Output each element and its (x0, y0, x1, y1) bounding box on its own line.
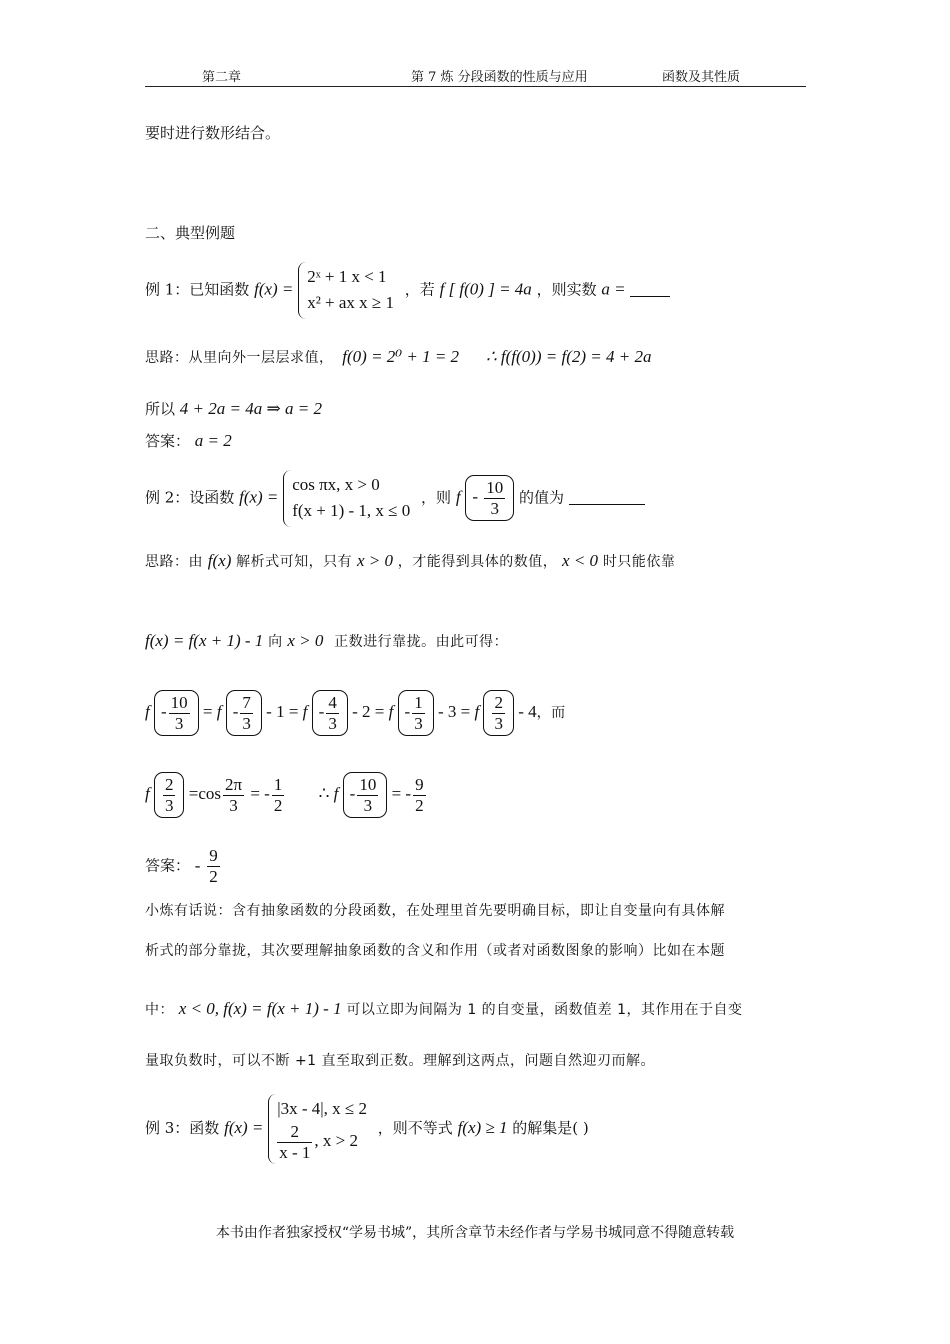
chain-num: 2 (494, 693, 503, 712)
idea-2-line-1 (145, 550, 675, 572)
example-1-var: a = (601, 279, 626, 299)
final-frac (163, 775, 176, 815)
answer-1-value: a = 2 (194, 431, 232, 450)
answer-2-label: 答案： (145, 856, 191, 875)
idea-2-t4: 向 (268, 634, 283, 650)
example-3-case-1: |3x - 4|, x ≤ 2 (277, 1099, 367, 1118)
final-num: 2 (164, 775, 174, 794)
remark-line-1: 小炼有话说：含有抽象函数的分段函数，在处理里首先要明确目标，即让自变量向有具体解 (145, 903, 725, 919)
cos-frac (223, 775, 244, 815)
idea-2-final (145, 772, 428, 818)
chain-frac-4 (412, 693, 425, 733)
example-1-label: 例 1：已知函数 (145, 280, 250, 299)
example-1-cond-prefix: ，若 (404, 280, 435, 299)
chain-after: - 1 = (266, 701, 299, 721)
final-arg-2 (343, 772, 388, 818)
example-3-mid: ，则不等式 (377, 1119, 453, 1138)
idea-2-t1: 解析式可知，只有 (236, 554, 353, 570)
idea-2-cond-3: x > 0 (287, 631, 324, 650)
chain-f: f (216, 701, 222, 721)
example-3-tail: 的解集是( ) (512, 1119, 589, 1138)
final-cos: =cos (188, 783, 221, 803)
chain-arg-1 (154, 690, 199, 736)
chain-num: 4 (328, 693, 337, 712)
chain-frac-1 (169, 693, 190, 733)
final-den-2: 3 (363, 795, 373, 815)
chain-frac-5 (492, 693, 505, 733)
cos-num: 2π (224, 775, 243, 794)
example-2-label: 例 2：设函数 (145, 488, 235, 507)
idea-2-cond-2: x < 0 (562, 551, 599, 570)
example-3-case-2 (277, 1122, 367, 1162)
chain-neg: - (318, 701, 325, 721)
idea-2-t2: ，才能得到具体的数值， (397, 554, 558, 570)
answer-2-fraction (207, 846, 220, 886)
chain-f: f (145, 701, 150, 721)
idea-2-label: 思路：由 (145, 554, 203, 570)
example-2-f: f (455, 487, 461, 507)
ans-den: 2 (415, 795, 424, 815)
half-den: 2 (273, 795, 283, 815)
chain-arg-2 (226, 690, 262, 736)
remark-line-3-prefix: 中： (145, 1002, 174, 1018)
answer-2-neg: - (194, 856, 201, 875)
idea-1 (145, 346, 651, 368)
chain-neg: - (404, 701, 411, 721)
answer-2 (145, 846, 222, 886)
cos-den: 3 (229, 795, 238, 815)
answer-2-num: 9 (209, 846, 218, 865)
example-1-case-1: 2ˣ + 1 x < 1 (307, 267, 387, 286)
chain-f: f (474, 701, 480, 721)
answer-blank (569, 504, 645, 505)
remark-line-2: 析式的部分靠拢，其次要理解抽象函数的含义和作用（或者对函数图象的影响）比如在本题 (145, 943, 725, 959)
example-2-num: 10 (486, 478, 504, 498)
page-footer: 本书由作者独家授权“学易书城”，其所含章节未经作者与学易书城同意不得随意转载 (215, 1225, 735, 1241)
chain-tail: ，而 (536, 704, 566, 721)
example-2-case-2: f(x + 1) - 1, x ≤ 0 (292, 501, 411, 521)
page-header (145, 66, 806, 87)
chain-arg-5 (483, 690, 514, 736)
chain-f: f (388, 701, 394, 721)
chain-neg: - (232, 701, 239, 721)
chain-after: - 4 (518, 701, 537, 721)
final-neg: - (349, 783, 356, 803)
example-2-argument (465, 475, 514, 521)
example-2-fraction (484, 478, 505, 518)
idea-2-recurrence: f(x) = f(x + 1) - 1 (145, 631, 264, 650)
chain-arg-4 (398, 690, 434, 736)
example-1 (145, 262, 670, 319)
idea-2-line-2 (145, 630, 508, 652)
final-f: f (145, 783, 150, 803)
example-3-case-2-frac (277, 1122, 312, 1162)
chain-den: 3 (414, 713, 423, 733)
example-1-fx: f(x) = (254, 279, 294, 299)
chain-den: 3 (494, 713, 503, 733)
idea-2-t3: 时只能依靠 (602, 554, 676, 570)
chain-after: = (202, 701, 213, 721)
idea-1-label: 思路：从里向外一层层求值， (145, 350, 334, 366)
final-frac-2 (357, 775, 378, 815)
final-num-2: 10 (359, 775, 377, 794)
idea-2-cond-1: x > 0 (356, 551, 393, 570)
half-num: 1 (273, 775, 283, 794)
answer-blank (630, 296, 670, 297)
idea-1-line-2-math: 4 + 2a = 4a ⇒ a = 2 (179, 399, 322, 418)
answer-2-den: 2 (209, 866, 218, 886)
example-2-den: 3 (490, 498, 500, 518)
example-1-ask: ，则实数 (536, 280, 597, 299)
remark-line-3-tail: 可以立即为间隔为 1 的自变量，函数值差 1，其作用在于自变 (346, 1002, 743, 1018)
chain-num: 10 (170, 693, 188, 712)
header-chapter: 第二章 (202, 70, 242, 85)
example-1-case-2: x² + ax x ≥ 1 (307, 293, 394, 313)
chain-after: - 3 = (437, 701, 471, 721)
final-ans-eq: = - (391, 783, 412, 803)
chain-after: - 2 = (352, 701, 385, 721)
idea-2-fx: f(x) (207, 551, 232, 570)
intro-tail-text: 要时进行数形结合。 (145, 124, 281, 142)
remark-line-3-math: x < 0, f(x) = f(x + 1) - 1 (178, 999, 342, 1018)
chain-arg-3 (312, 690, 348, 736)
idea-1-eq1: f(0) = 2⁰ + 1 = 2 (342, 347, 460, 366)
example-3-fx: f(x) = (224, 1118, 264, 1138)
final-den: 3 (164, 795, 174, 815)
answer-1-label: 答案： (145, 432, 191, 450)
example-3-piecewise (268, 1094, 373, 1164)
idea-2-chain (145, 690, 566, 736)
example-3-inequality: f(x) ≥ 1 (457, 1118, 508, 1138)
example-2-fx: f(x) = (239, 487, 279, 507)
idea-1-line-2-prefix: 所以 (145, 400, 176, 418)
final-f-2: f (333, 783, 339, 803)
answer-1 (145, 430, 232, 452)
section-title: 二、典型例题 (145, 224, 236, 242)
chain-den: 3 (242, 713, 251, 733)
remark-line-4: 量取负数时，可以不断 +1 直至取到正数。理解到这两点，问题自然迎刃而解。 (145, 1053, 656, 1069)
chain-den: 3 (174, 713, 184, 733)
therefore-symbol: ∴ (318, 783, 330, 803)
example-3-case-2-num: 2 (277, 1122, 312, 1143)
idea-1-eq2: ∴ f(f(0)) = f(2) = 4 + 2a (485, 347, 652, 366)
remark-line-3 (145, 998, 743, 1020)
example-3-label: 例 3：函数 (145, 1119, 220, 1138)
final-eq: = - (250, 783, 270, 803)
example-3 (145, 1094, 589, 1164)
idea-1-line-2 (145, 398, 322, 420)
example-1-piecewise (298, 262, 400, 319)
example-3-case-2-tail: , x > 2 (314, 1131, 358, 1151)
example-2-neg: - (472, 487, 479, 507)
example-2-tail: 的值为 (519, 488, 565, 507)
header-lesson: 第 7 炼 分段函数的性质与应用 (411, 70, 588, 85)
ans-num: 9 (415, 775, 424, 794)
example-1-condition: f [ f(0) ] = 4a (439, 279, 532, 299)
chain-frac-2 (240, 693, 253, 733)
chain-neg: - (160, 701, 167, 721)
ans-frac (413, 775, 426, 815)
example-3-case-2-den: x - 1 (279, 1142, 311, 1162)
chain-f: f (302, 701, 308, 721)
example-2 (145, 470, 645, 527)
chain-num: 1 (414, 693, 423, 712)
example-2-piecewise (283, 470, 416, 527)
example-2-mid: ，则 (421, 488, 452, 507)
example-2-case-1: cos πx, x > 0 (292, 475, 380, 494)
final-arg (154, 772, 185, 818)
chain-frac-3 (326, 693, 339, 733)
chain-den: 3 (328, 713, 337, 733)
half-frac (272, 775, 285, 815)
header-topic: 函数及其性质 (662, 70, 741, 85)
chain-num: 7 (242, 693, 251, 712)
idea-2-t5: 正数进行靠拢。由此可得： (334, 634, 509, 650)
